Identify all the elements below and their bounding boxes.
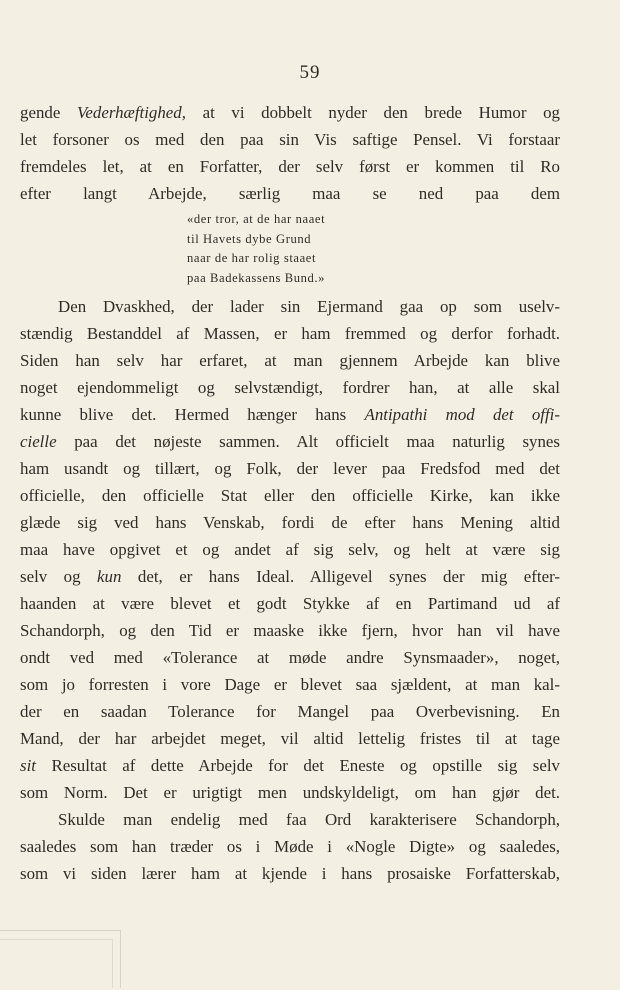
emphasized-text: Vederhæftighed, — [76, 103, 186, 122]
paragraph-main — [20, 293, 560, 887]
text-line: fremdeles let, at en Forfatter, der selv først er kommen til Ro — [20, 157, 560, 176]
text-line: maa have opgivet et og andet af sig selv, og helt at være sig — [20, 540, 560, 559]
text-run: selv og — [20, 567, 98, 586]
text-line: stændig Bestanddel af Massen, er ham fremmed og derfor forhadt. — [20, 324, 560, 343]
text-line: glæde sig ved hans Venskab, fordi de efter hans Mening altid — [20, 513, 560, 532]
paragraph-opening — [20, 99, 560, 207]
verse-line: «der tror, at de har naaet — [187, 212, 326, 226]
emphasized-text: Antipathi mod det offi- — [364, 405, 560, 424]
emphasized-text: kun — [97, 567, 122, 586]
body-text — [20, 99, 560, 887]
text-line: ondt ved med «Tolerance at møde andre Synsmaader», noget, — [20, 648, 560, 667]
verse-line: til Havets dybe Grund — [187, 231, 312, 246]
page-number: 59 — [299, 62, 321, 83]
text-run: at vi dobbelt nyder den brede Humor og — [185, 103, 560, 122]
text-line: som Norm. Det er urigtigt men undskyldeligt, om han gjør det. — [20, 783, 560, 802]
text-run: det, er hans Ideal. Alligevel synes der mig efter- — [121, 567, 560, 586]
text-line: haanden at være blevet et godt Stykke af en Partimand ud af — [20, 594, 560, 613]
text-line: der en saadan Tolerance for Mangel paa Overbevisning. En — [20, 702, 560, 721]
verse-line: naar de har rolig staaet — [187, 251, 317, 265]
text-line: officielle, den officielle Stat eller den officielle Kirke, kan ikke — [20, 486, 560, 505]
text-run: kunne blive det. Hermed hænger hans — [20, 405, 365, 424]
text-line — [20, 99, 560, 126]
text-line: let forsoner os med den paa sin Vis saftige Pensel. Vi forstaar — [20, 130, 560, 149]
text-line: Siden han selv har erfaret, at man gjennem Arbejde kan blive — [20, 351, 560, 370]
text-line: som jo forresten i vore Dage er blevet saa sjældent, at man kal- — [20, 675, 560, 694]
emphasized-text: sit — [20, 756, 36, 775]
text-line — [20, 428, 560, 455]
text-run: paa det nøjeste sammen. Alt officielt maa naturlig synes — [56, 432, 560, 451]
text-line: efter langt Arbejde, særlig maa se ned paa dem — [20, 184, 560, 203]
text-line: Skulde man endelig med faa Ord karakterisere Schandorph, — [58, 810, 560, 829]
text-line: saaledes som han træder os i Møde i «Nogle Digte» og saaledes, — [20, 837, 560, 856]
text-line: Den Dvaskhed, der lader sin Ejermand gaa op som uselv- — [58, 297, 560, 316]
verse-line: paa Badekassens Bund.» — [187, 270, 326, 285]
emphasized-text: cielle — [20, 432, 57, 451]
text-line: noget ejendommeligt og selvstændigt, fordrer han, at alle skal — [20, 378, 560, 397]
text-run: Resultat af dette Arbejde for det Eneste og opstille sig selv — [35, 756, 560, 775]
text-run: gende — [20, 103, 77, 122]
text-line — [20, 752, 560, 779]
text-line: Mand, der har arbejdet meget, vil altid lettelig fristes til at tage — [20, 729, 560, 748]
page-corner-mark — [0, 930, 121, 988]
text-line: som vi siden lærer ham at kjende i hans prosaiske Forfatterskab, — [20, 864, 560, 883]
verse-quote — [20, 207, 560, 293]
text-line: Schandorph, og den Tid er maaske ikke fjern, hvor han vil have — [20, 621, 560, 640]
text-line: ham usandt og tillært, og Folk, der lever paa Fredsfod med det — [20, 459, 560, 478]
text-line — [20, 401, 560, 428]
text-line — [20, 563, 560, 590]
